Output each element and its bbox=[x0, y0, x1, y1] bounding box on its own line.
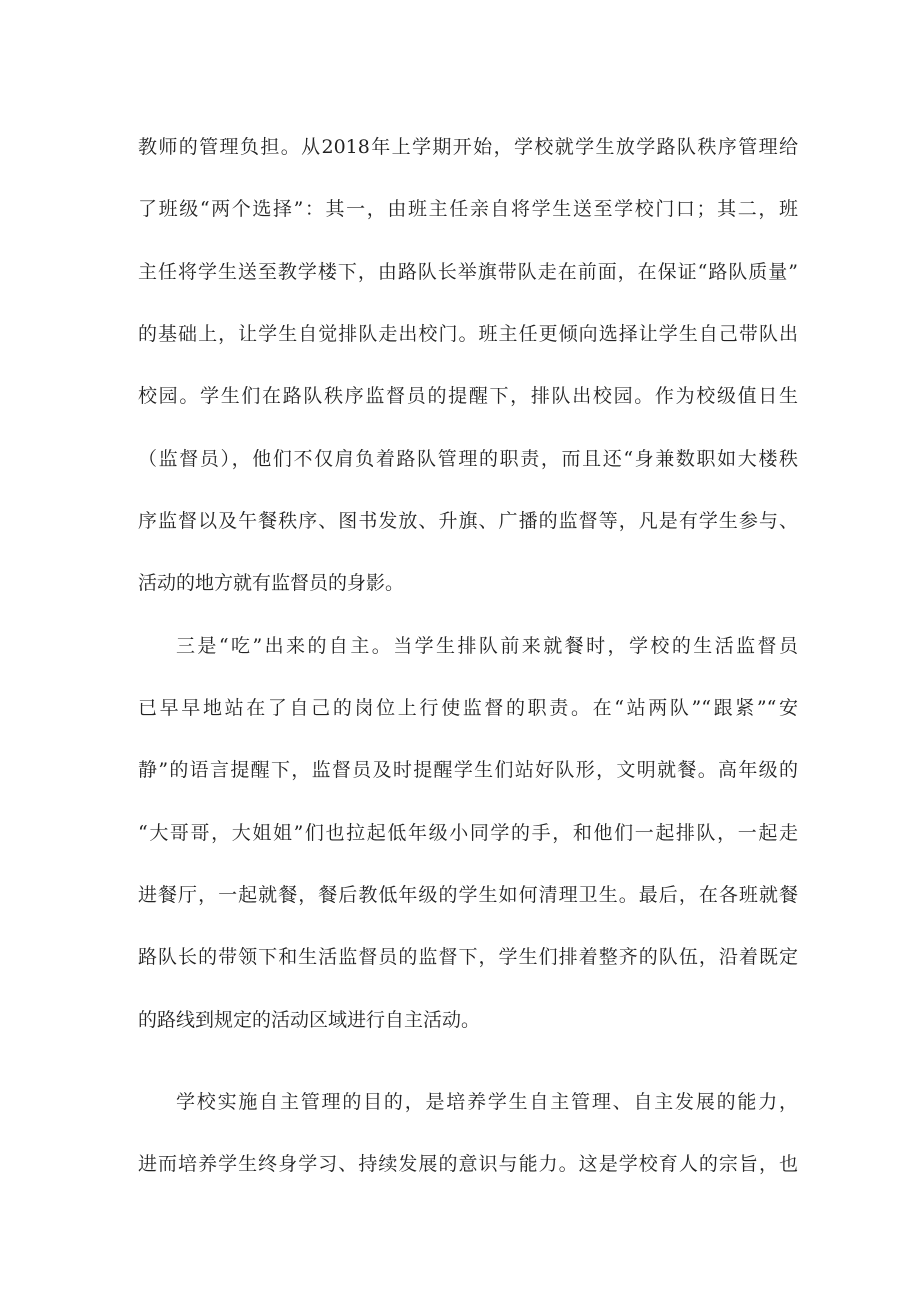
text-line-15: 的路线到规定的活动区域进行自主活动。 bbox=[138, 1009, 481, 1031]
text-line-10: 已早早地站在了自己的岗位上行使监督的职责。在“站两队”“跟紧”“安 bbox=[138, 697, 798, 719]
text-line-3: 主任将学生送至教学楼下，由路队长举旗带队走在前面，在保证“路队质量” bbox=[138, 261, 798, 283]
text-line-1: 教师的管理负担。从2018年上学期开始，学校就学生放学路队秩序管理给 bbox=[138, 136, 798, 158]
text-line-14: 路队长的带领下和生活监督员的监督下，学生们排着整齐的队伍，沿着既定 bbox=[138, 946, 798, 968]
text-line-2: 了班级“两个选择”：其一，由班主任亲自将学生送至学校门口；其二，班 bbox=[138, 198, 798, 220]
text-line-9: 三是“吃”出来的自主。当学生排队前来就餐时，学校的生活监督员 bbox=[176, 635, 798, 657]
text-line-6: （监督员），他们不仅肩负着路队管理的职责，而且还“身兼数职如大楼秩 bbox=[138, 448, 798, 470]
text-line-13: 进餐厅，一起就餐，餐后教低年级的学生如何清理卫生。最后，在各班就餐 bbox=[138, 884, 798, 906]
text-line-11: 静”的语言提醒下，监督员及时提醒学生们站好队形，文明就餐。高年级的 bbox=[138, 759, 798, 781]
text-line-5: 校园。学生们在路队秩序监督员的提醒下，排队出校园。作为校级值日生 bbox=[138, 385, 798, 407]
text-line-12: “大哥哥，大姐姐”们也拉起低年级小同学的手，和他们一起排队，一起走 bbox=[138, 822, 798, 844]
text-line-7: 序监督以及午餐秩序、图书发放、升旗、广播的监督等，凡是有学生参与、 bbox=[138, 510, 798, 532]
text-line-16: 学校实施自主管理的目的，是培养学生自主管理、自主发展的能力， bbox=[176, 1091, 798, 1113]
text-line-4: 的基础上，让学生自觉排队走出校门。班主任更倾向选择让学生自己带队出 bbox=[138, 323, 798, 345]
text-line-8: 活动的地方就有监督员的身影。 bbox=[138, 572, 405, 594]
text-line-17: 进而培养学生终身学习、持续发展的意识与能力。这是学校育人的宗旨，也 bbox=[138, 1153, 798, 1175]
